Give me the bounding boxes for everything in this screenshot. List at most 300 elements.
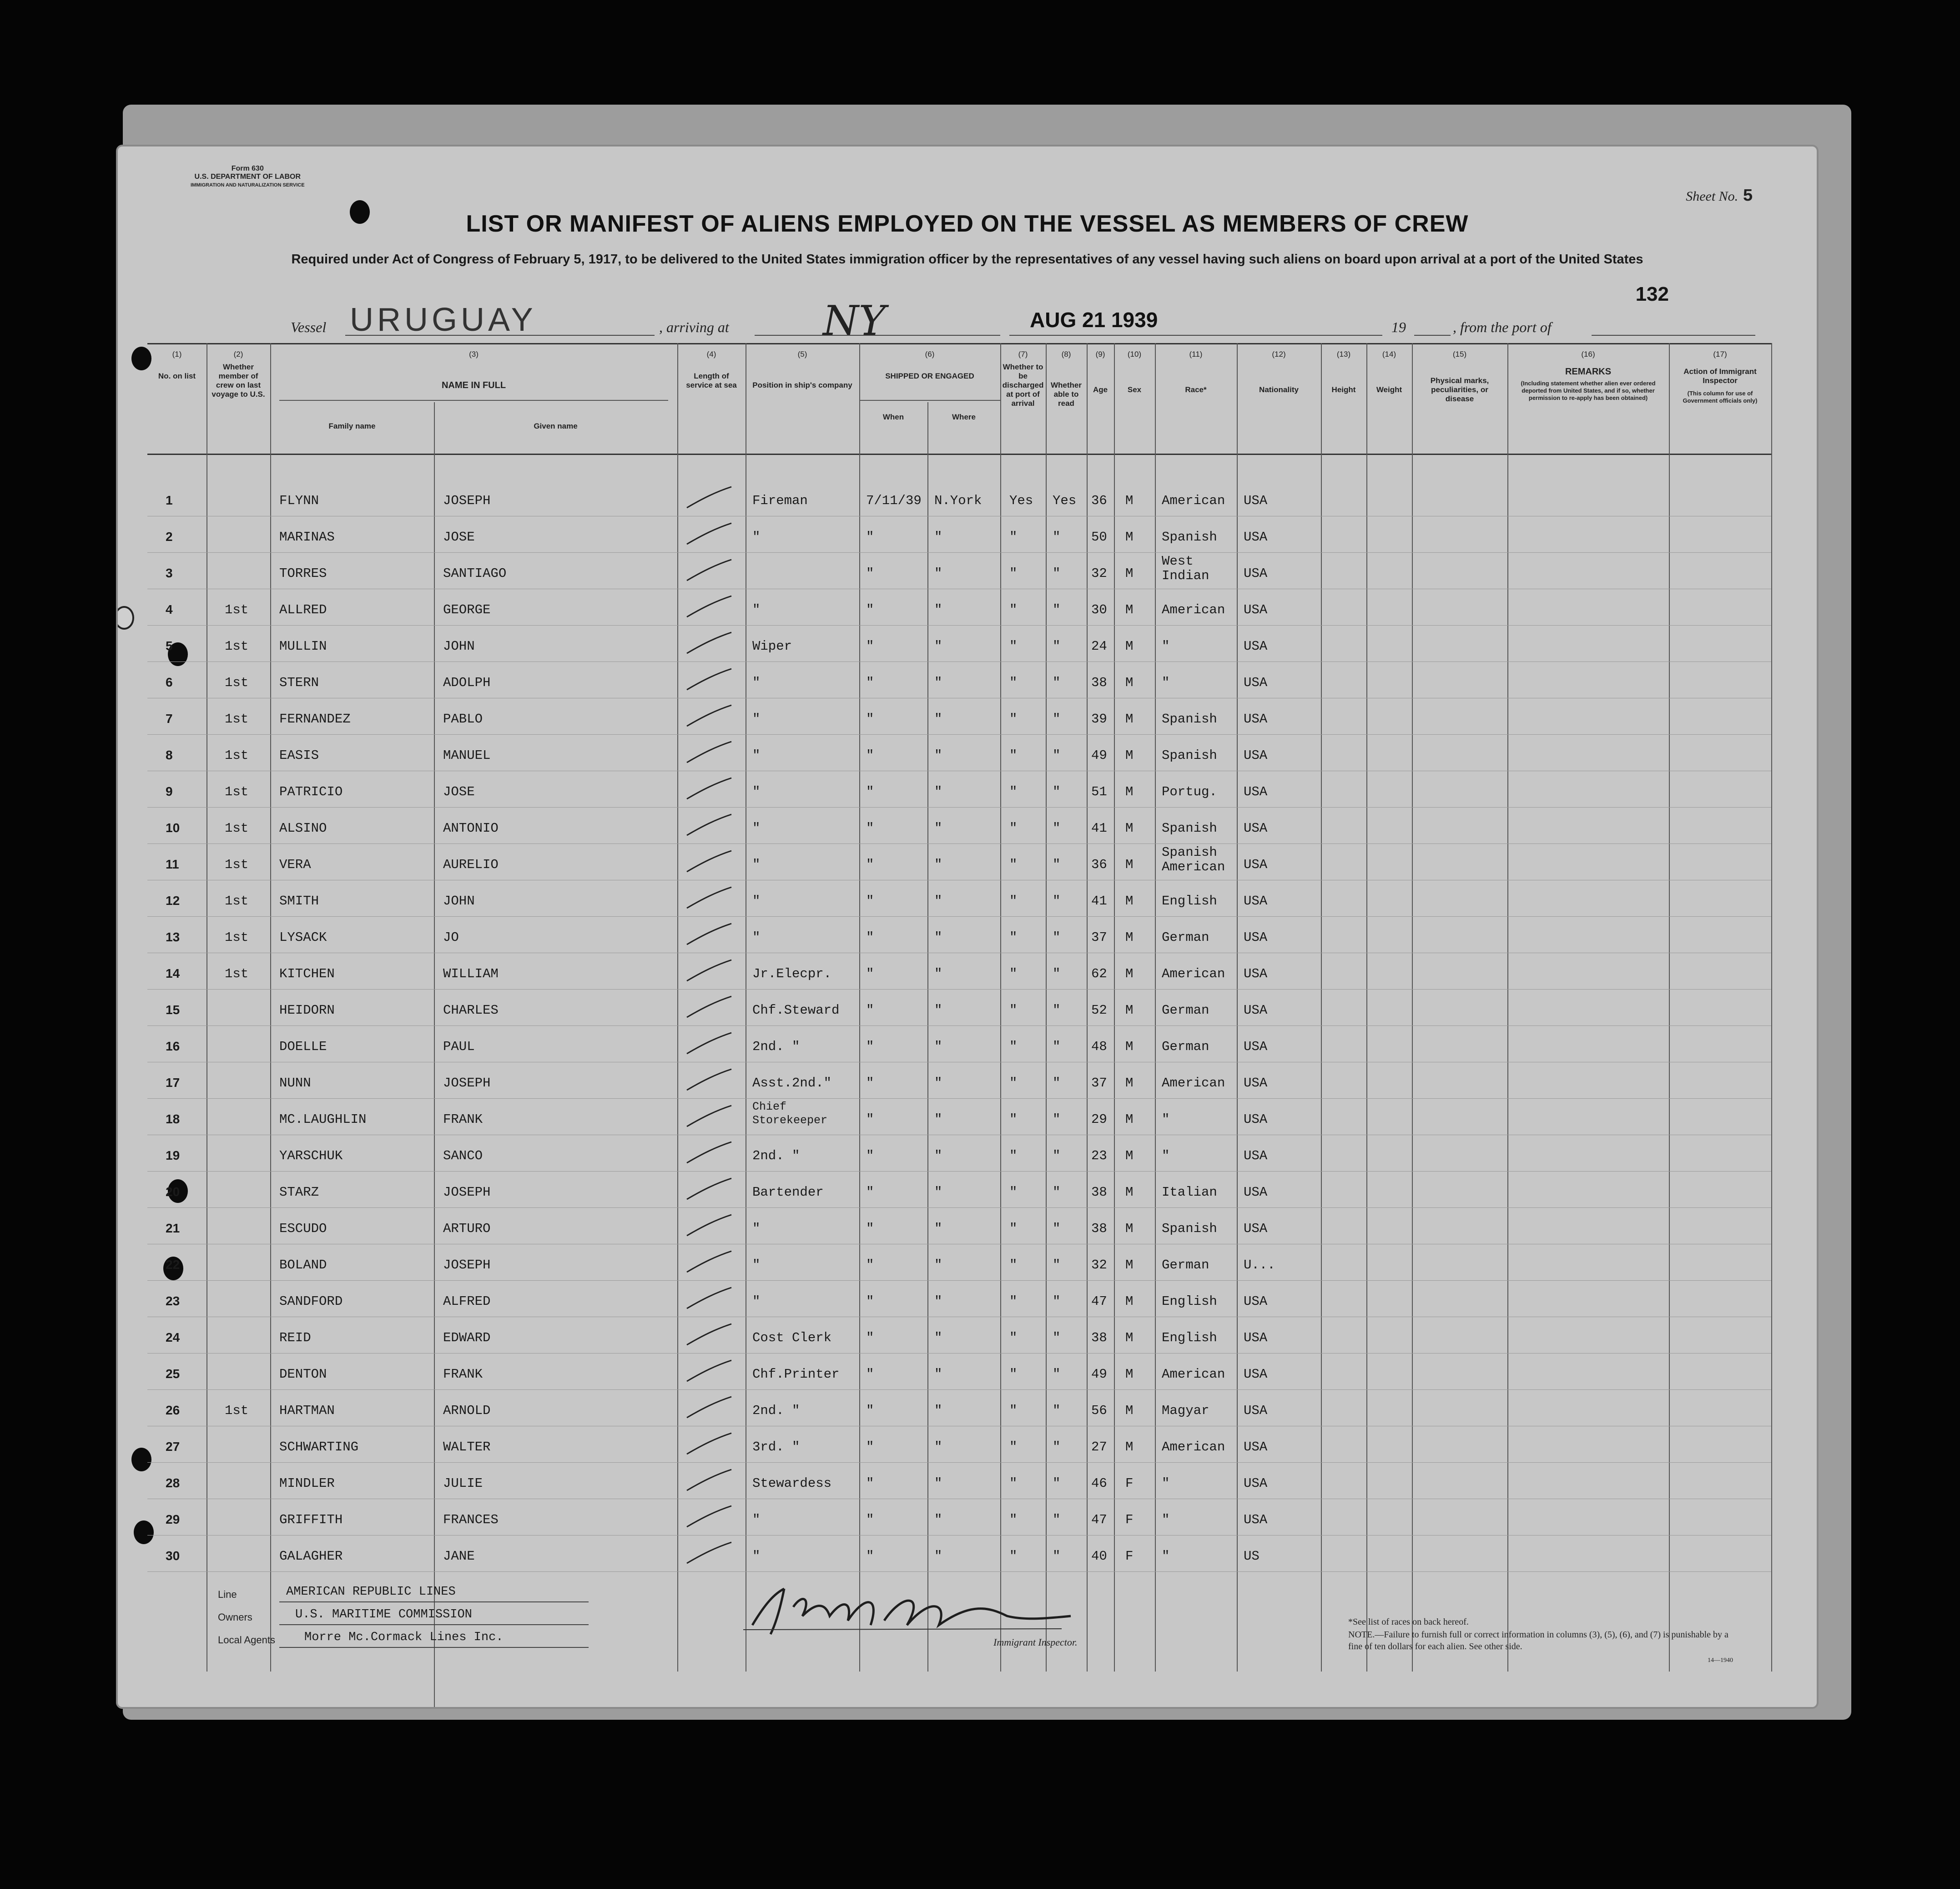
cell-shipped-when: " — [866, 1039, 874, 1054]
table-row — [147, 662, 1771, 698]
cell-row-number: 27 — [166, 1439, 180, 1454]
cell-position: " — [752, 1512, 761, 1527]
service-tick-mark — [684, 1140, 734, 1165]
col-num-5: (5) — [797, 350, 807, 359]
cell-age: 37 — [1091, 930, 1107, 945]
table-row — [147, 698, 1771, 735]
cell-sex: M — [1125, 857, 1134, 872]
cell-age: 30 — [1091, 602, 1107, 617]
cell-position: " — [752, 894, 761, 909]
col-header-nationality: Nationality — [1259, 385, 1299, 394]
cell-nationality: USA — [1244, 894, 1268, 909]
service-tick-mark — [684, 1249, 734, 1274]
cell-row-number: 29 — [166, 1512, 180, 1526]
cell-able-to-read: " — [1053, 1330, 1061, 1345]
cell-race: Magyar — [1162, 1403, 1209, 1418]
col-header-remarks: REMARKS — [1565, 367, 1612, 377]
table-row — [147, 1171, 1771, 1208]
cell-given-name: MANUEL — [443, 748, 491, 763]
cell-nationality: USA — [1244, 1403, 1268, 1418]
cell-race: " — [1162, 1549, 1170, 1564]
cell-sex: F — [1125, 1476, 1134, 1491]
cell-nationality: USA — [1244, 857, 1268, 872]
cell-shipped-where: " — [934, 784, 942, 799]
service-tick-mark — [684, 885, 734, 910]
table-row — [147, 516, 1771, 553]
table-row — [147, 953, 1771, 990]
cell-position: Chf.Steward — [752, 1003, 840, 1018]
cell-family-name: HARTMAN — [279, 1403, 335, 1418]
service-tick-mark — [684, 922, 734, 946]
cell-sex: M — [1125, 1330, 1134, 1345]
cell-sex: F — [1125, 1549, 1134, 1564]
cell-sex: M — [1125, 530, 1134, 545]
cell-age: 51 — [1091, 784, 1107, 799]
cell-shipped-when: " — [866, 1367, 874, 1382]
cell-nationality: US — [1244, 1549, 1260, 1564]
service-tick-mark — [684, 1468, 734, 1492]
table-row — [147, 589, 1771, 626]
service-tick-mark — [684, 703, 734, 728]
sheet-number-label: Sheet No. — [1686, 189, 1738, 204]
cell-sex: M — [1125, 1439, 1134, 1455]
cell-given-name: JOSEPH — [443, 1076, 491, 1091]
cell-race: Italian — [1162, 1185, 1217, 1200]
cell-family-name: ALLRED — [279, 602, 327, 617]
inspector-signature — [734, 1575, 1080, 1643]
service-tick-mark — [684, 521, 734, 546]
cell-discharged: " — [1009, 1294, 1018, 1309]
cell-nationality: USA — [1244, 1476, 1268, 1491]
cell-shipped-where: " — [934, 1367, 942, 1382]
cell-shipped-where: " — [934, 1039, 942, 1054]
cell-shipped-when: " — [866, 784, 874, 799]
cell-sex: M — [1125, 930, 1134, 945]
cell-able-to-read: " — [1053, 1294, 1061, 1309]
cell-discharged: " — [1009, 1439, 1018, 1455]
cell-age: 38 — [1091, 1330, 1107, 1345]
cell-position: " — [752, 530, 761, 545]
cell-able-to-read: " — [1053, 1185, 1061, 1200]
cell-shipped-where: " — [934, 1076, 942, 1091]
service-tick-mark — [684, 1431, 734, 1456]
service-tick-mark — [684, 1213, 734, 1237]
cell-given-name: JOSEPH — [443, 493, 491, 508]
cell-shipped-when: " — [866, 930, 874, 945]
cell-previous-voyage: 1st — [225, 748, 249, 763]
cell-race: American — [1162, 966, 1225, 981]
cell-previous-voyage: 1st — [225, 894, 249, 909]
col-num-9: (9) — [1095, 350, 1105, 359]
cell-sex: M — [1125, 566, 1134, 581]
table-row — [147, 552, 1771, 589]
vessel-line — [291, 297, 1746, 345]
cell-position: Stewardess — [752, 1476, 832, 1491]
cell-given-name: JOSE — [443, 530, 475, 545]
table-row — [147, 1135, 1771, 1172]
col-header-age: Age — [1093, 385, 1108, 394]
vessel-name: URUGUAY — [350, 302, 537, 338]
cell-family-name: FERNANDEZ — [279, 712, 351, 727]
cell-race: Spanish American — [1162, 845, 1225, 874]
service-tick-mark — [684, 958, 734, 983]
cell-shipped-where: " — [934, 1476, 942, 1491]
col-num-8: (8) — [1061, 350, 1071, 359]
cell-previous-voyage: 1st — [225, 712, 249, 727]
cell-sex: M — [1125, 1258, 1134, 1273]
cell-able-to-read: " — [1053, 1549, 1061, 1564]
cell-race: " — [1162, 1476, 1170, 1491]
cell-shipped-where: " — [934, 1439, 942, 1455]
cell-shipped-where: N.York — [934, 493, 982, 508]
cell-row-number: 15 — [166, 1003, 180, 1017]
page-number: 132 — [1635, 283, 1669, 305]
cell-shipped-when: " — [866, 1148, 874, 1163]
cell-position: " — [752, 712, 761, 727]
col-num-16: (16) — [1581, 350, 1595, 359]
cell-family-name: GALAGHER — [279, 1549, 343, 1564]
service-tick-mark — [684, 594, 734, 619]
date-stamp: AUG 21 1939 — [1030, 308, 1158, 332]
cell-shipped-when: " — [866, 1512, 874, 1527]
year-label: 19 — [1391, 319, 1406, 335]
cell-sex: M — [1125, 1294, 1134, 1309]
cell-shipped-where: " — [934, 930, 942, 945]
cell-age: 62 — [1091, 966, 1107, 981]
cell-shipped-where: " — [934, 894, 942, 909]
cell-sex: M — [1125, 1148, 1134, 1163]
cell-position: " — [752, 821, 761, 836]
cell-shipped-when: " — [866, 1439, 874, 1455]
cell-discharged: " — [1009, 639, 1018, 654]
cell-given-name: EDWARD — [443, 1330, 491, 1345]
cell-row-number: 1 — [166, 493, 173, 507]
cell-discharged: " — [1009, 602, 1018, 617]
cell-family-name: REID — [279, 1330, 311, 1345]
cell-row-number: 10 — [166, 821, 180, 835]
cell-shipped-where: " — [934, 1549, 942, 1564]
cell-race: American — [1162, 602, 1225, 617]
cell-shipped-when: " — [866, 1403, 874, 1418]
cell-nationality: USA — [1244, 1112, 1268, 1127]
cell-sex: M — [1125, 602, 1134, 617]
cell-given-name: SANCO — [443, 1148, 483, 1163]
table-row — [147, 1462, 1771, 1499]
cell-sex: M — [1125, 1112, 1134, 1127]
cell-able-to-read: " — [1053, 1148, 1061, 1163]
col-header-prev-voyage: Whether member of crew on last voyage to U.S. — [212, 363, 265, 399]
col-num-11: (11) — [1189, 350, 1203, 359]
cell-family-name: MARINAS — [279, 530, 335, 545]
cell-given-name: JOHN — [443, 639, 475, 654]
cell-nationality: USA — [1244, 1367, 1268, 1382]
cell-sex: M — [1125, 1076, 1134, 1091]
cell-able-to-read: " — [1053, 748, 1061, 763]
cell-sex: M — [1125, 1185, 1134, 1200]
cell-age: 56 — [1091, 1403, 1107, 1418]
inspector-label: Immigrant Inspector. — [993, 1636, 1078, 1648]
cell-shipped-where: " — [934, 857, 942, 872]
cell-family-name: DENTON — [279, 1367, 327, 1382]
service-tick-mark — [684, 1359, 734, 1383]
cell-shipped-where: " — [934, 1003, 942, 1018]
cell-nationality: USA — [1244, 712, 1268, 727]
cell-row-number: 19 — [166, 1148, 180, 1162]
table-row — [147, 734, 1771, 771]
cell-row-number: 14 — [166, 966, 180, 980]
cell-race: American — [1162, 1367, 1225, 1382]
cell-age: 32 — [1091, 566, 1107, 581]
col-num-13: (13) — [1336, 350, 1351, 359]
cell-family-name: MINDLER — [279, 1476, 335, 1491]
cell-age: 29 — [1091, 1112, 1107, 1127]
cell-able-to-read: Yes — [1053, 493, 1077, 508]
cell-shipped-when: " — [866, 602, 874, 617]
cell-position: " — [752, 930, 761, 945]
cell-shipped-where: " — [934, 675, 942, 690]
cell-able-to-read: " — [1053, 1439, 1061, 1455]
vessel-label: Vessel — [291, 319, 327, 335]
cell-shipped-when: " — [866, 639, 874, 654]
col-num-2: (2) — [233, 350, 243, 359]
from-port-label: , from the port of — [1453, 319, 1552, 335]
cell-shipped-where: " — [934, 966, 942, 981]
cell-nationality: USA — [1244, 602, 1268, 617]
service-tick-mark — [684, 1177, 734, 1201]
cell-shipped-when: " — [866, 894, 874, 909]
cell-position: 3rd. " — [752, 1439, 800, 1455]
cell-given-name: JULIE — [443, 1476, 483, 1491]
cell-discharged: " — [1009, 1258, 1018, 1273]
col-header-service: Length of service at sea — [686, 372, 737, 389]
cell-nationality: USA — [1244, 675, 1268, 690]
cell-shipped-when: " — [866, 1258, 874, 1273]
cell-race: " — [1162, 675, 1170, 690]
cell-able-to-read: " — [1053, 1258, 1061, 1273]
service-tick-mark — [684, 995, 734, 1019]
cell-nationality: USA — [1244, 966, 1268, 981]
cell-family-name: SANDFORD — [279, 1294, 343, 1309]
cell-sex: M — [1125, 1221, 1134, 1236]
table-row — [147, 807, 1771, 844]
cell-position: 2nd. " — [752, 1148, 800, 1163]
cell-shipped-where: " — [934, 639, 942, 654]
cell-previous-voyage: 1st — [225, 821, 249, 836]
cell-family-name: STARZ — [279, 1185, 319, 1200]
cell-nationality: USA — [1244, 1512, 1268, 1527]
cell-shipped-where: " — [934, 1512, 942, 1527]
cell-row-number: 12 — [166, 894, 180, 908]
cell-given-name: JOHN — [443, 894, 475, 909]
cell-sex: M — [1125, 894, 1134, 909]
line-label: Line — [218, 1589, 237, 1600]
cell-discharged: " — [1009, 930, 1018, 945]
col-header-when: When — [882, 413, 904, 421]
cell-race: German — [1162, 930, 1209, 945]
cell-race: German — [1162, 1039, 1209, 1054]
cell-position: " — [752, 602, 761, 617]
cell-discharged: " — [1009, 1003, 1018, 1018]
cell-row-number: 22 — [166, 1258, 180, 1272]
cell-shipped-where: " — [934, 1112, 942, 1127]
cell-given-name: JOSE — [443, 784, 475, 799]
cell-given-name: ARNOLD — [443, 1403, 491, 1418]
col-header-no: No. on list — [158, 372, 196, 380]
col-header-weight: Weight — [1376, 385, 1402, 394]
cell-age: 39 — [1091, 712, 1107, 727]
col-header-read: Whether able to read — [1051, 381, 1082, 408]
crew-rows — [147, 452, 1771, 1585]
cell-row-number: 4 — [166, 602, 173, 616]
cell-row-number: 25 — [166, 1367, 180, 1381]
cell-family-name: ALSINO — [279, 821, 327, 836]
cell-previous-voyage: 1st — [225, 639, 249, 654]
cell-nationality: U... — [1244, 1258, 1275, 1273]
cell-nationality: USA — [1244, 748, 1268, 763]
cell-shipped-where: " — [934, 1185, 942, 1200]
cell-given-name: CHARLES — [443, 1003, 499, 1018]
cell-able-to-read: " — [1053, 930, 1061, 945]
cell-position: " — [752, 1221, 761, 1236]
cell-position: Cost Clerk — [752, 1330, 832, 1345]
page-title: LIST OR MANIFEST OF ALIENS EMPLOYED ON THE VESSEL AS MEMBERS OF CREW — [466, 211, 1469, 237]
cell-race: English — [1162, 894, 1217, 909]
cell-discharged: " — [1009, 530, 1018, 545]
col-header-inspector-note: (This column for use of Government officials only) — [1683, 390, 1758, 404]
cell-family-name: FLYNN — [279, 493, 319, 508]
col-header-remarks-note: (Including statement whether alien ever ordered deported from United States, and if so, whether permission to re-apply has been obtained) — [1521, 380, 1656, 401]
cell-discharged: " — [1009, 1549, 1018, 1564]
cell-race: German — [1162, 1258, 1209, 1273]
cell-nationality: USA — [1244, 530, 1268, 545]
cell-age: 38 — [1091, 1221, 1107, 1236]
col-header-family-name: Family name — [328, 422, 376, 430]
cell-previous-voyage: 1st — [225, 966, 249, 981]
cell-age: 47 — [1091, 1512, 1107, 1527]
col-header-physical-marks: Physical marks, peculiarities, or disease — [1430, 376, 1489, 403]
cell-discharged: " — [1009, 712, 1018, 727]
cell-given-name: SANTIAGO — [443, 566, 507, 581]
crew-table — [147, 343, 1771, 1672]
cell-row-number: 20 — [166, 1185, 180, 1199]
cell-age: 36 — [1091, 857, 1107, 872]
table-row — [147, 1353, 1771, 1390]
service-tick-mark — [684, 1286, 734, 1310]
cell-shipped-when: " — [866, 712, 874, 727]
cell-sex: M — [1125, 639, 1134, 654]
cell-given-name: JOSEPH — [443, 1185, 491, 1200]
sheet-number — [1686, 187, 1753, 206]
cell-position: Fireman — [752, 493, 808, 508]
cell-given-name: ANTONIO — [443, 821, 499, 836]
cell-able-to-read: " — [1053, 712, 1061, 727]
cell-nationality: USA — [1244, 1294, 1268, 1309]
table-row — [147, 1062, 1771, 1099]
cell-discharged: " — [1009, 1221, 1018, 1236]
cell-previous-voyage: 1st — [225, 930, 249, 945]
cell-able-to-read: " — [1053, 1476, 1061, 1491]
col-num-14: (14) — [1382, 350, 1396, 359]
cell-nationality: USA — [1244, 821, 1268, 836]
service-tick-mark — [684, 1031, 734, 1056]
cell-shipped-where: " — [934, 1258, 942, 1273]
cell-able-to-read: " — [1053, 602, 1061, 617]
cell-sex: M — [1125, 712, 1134, 727]
cell-shipped-where: " — [934, 1294, 942, 1309]
service-tick-mark — [684, 667, 734, 692]
cell-shipped-when: " — [866, 748, 874, 763]
races-note: *See list of races on back hereof. — [1348, 1617, 1469, 1627]
table-row — [147, 771, 1771, 808]
cell-given-name: JO — [443, 930, 459, 945]
cell-sex: M — [1125, 821, 1134, 836]
table-row — [147, 880, 1771, 917]
cell-position: Jr.Elecpr. — [752, 966, 832, 981]
cell-race: Spanish — [1162, 748, 1217, 763]
service-tick-mark — [684, 631, 734, 655]
cell-shipped-when: " — [866, 1294, 874, 1309]
service-tick-mark — [684, 849, 734, 874]
cell-family-name: DOELLE — [279, 1039, 327, 1054]
service-tick-mark — [684, 1067, 734, 1092]
cell-age: 41 — [1091, 894, 1107, 909]
table-row — [147, 989, 1771, 1026]
cell-shipped-where: " — [934, 1330, 942, 1345]
cell-discharged: " — [1009, 1512, 1018, 1527]
cell-family-name: TORRES — [279, 566, 327, 581]
cell-given-name: FRANK — [443, 1367, 483, 1382]
cell-family-name: LYSACK — [279, 930, 327, 945]
cell-row-number: 8 — [166, 748, 173, 762]
cell-shipped-when: " — [866, 1185, 874, 1200]
cell-able-to-read: " — [1053, 1039, 1061, 1054]
table-row — [147, 1426, 1771, 1463]
cell-row-number: 2 — [166, 530, 173, 544]
cell-row-number: 17 — [166, 1076, 180, 1090]
col-num-1: (1) — [172, 350, 182, 359]
cell-row-number: 7 — [166, 712, 173, 726]
cell-family-name: YARSCHUK — [279, 1148, 343, 1163]
cell-shipped-when: " — [866, 1112, 874, 1127]
cell-shipped-where: " — [934, 566, 942, 581]
cell-position: Bartender — [752, 1185, 824, 1200]
cell-row-number: 3 — [166, 566, 173, 580]
cell-discharged: " — [1009, 1367, 1018, 1382]
cell-sex: M — [1125, 966, 1134, 981]
cell-shipped-when: " — [866, 1330, 874, 1345]
cell-age: 52 — [1091, 1003, 1107, 1018]
cell-race: West Indian — [1162, 554, 1209, 583]
cell-discharged: Yes — [1009, 493, 1033, 508]
cell-race: American — [1162, 1439, 1225, 1455]
col-num-17: (17) — [1713, 350, 1727, 359]
cell-discharged: " — [1009, 1330, 1018, 1345]
cell-family-name: VERA — [279, 857, 311, 872]
cell-position: " — [752, 1258, 761, 1273]
cell-family-name: MC.LAUGHLIN — [279, 1112, 367, 1127]
cell-shipped-when: " — [866, 1076, 874, 1091]
cell-given-name: JOSEPH — [443, 1258, 491, 1273]
cell-shipped-where: " — [934, 712, 942, 727]
cell-shipped-when: " — [866, 966, 874, 981]
cell-race: " — [1162, 1112, 1170, 1127]
cell-age: 41 — [1091, 821, 1107, 836]
col-header-race: Race* — [1185, 385, 1207, 394]
cell-nationality: USA — [1244, 1003, 1268, 1018]
cell-row-number: 6 — [166, 675, 173, 689]
cell-race: German — [1162, 1003, 1209, 1018]
cell-able-to-read: " — [1053, 1112, 1061, 1127]
